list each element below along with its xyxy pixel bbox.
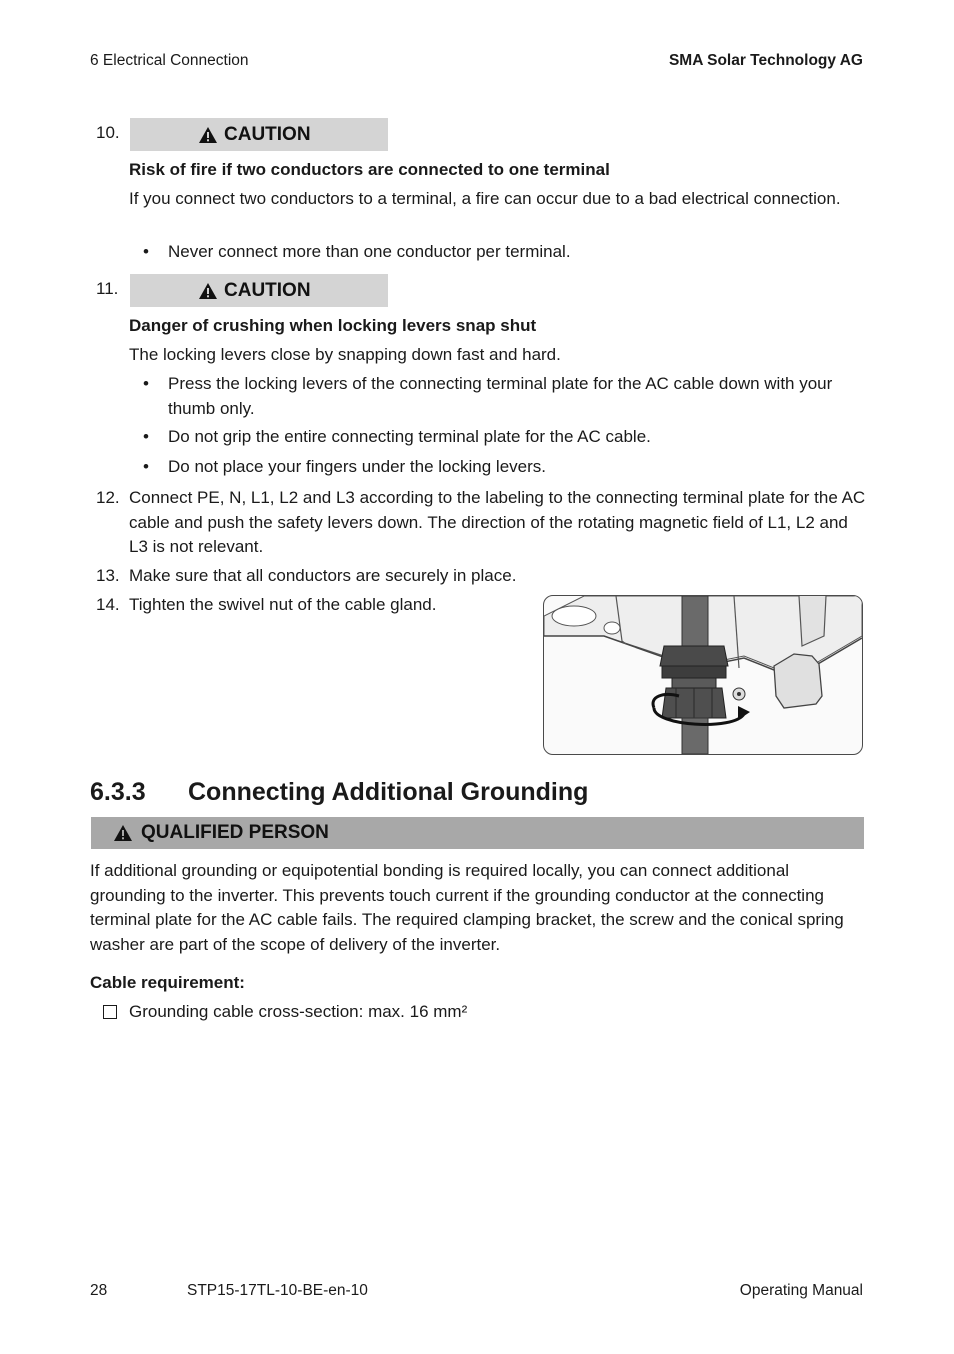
warning-triangle-icon <box>198 126 218 144</box>
caution-text: If you connect two conductors to a terminal, a fire can occur due to a bad electrical connection. <box>129 189 841 208</box>
section-intro: If additional grounding or equipotential bonding is required locally, you can connect additional grounding to the inverter. This prevents touch current if the grounding conductor at the connecting terminal plate for the AC cable fails. The required clamping bracket, the screw and the conical spring washer are part of the scope of delivery of the inverter. <box>90 861 844 954</box>
caution-title: Danger of crushing when locking levers snap shut <box>129 316 537 335</box>
checkbox-icon <box>103 1005 117 1019</box>
section-number: 6.3.3 <box>90 778 146 806</box>
header-chapter: 6 Electrical Connection <box>90 52 249 69</box>
footer-manual: Operating Manual <box>739 1282 863 1299</box>
caution-text: The locking levers close by snapping down fast and hard. <box>129 345 561 364</box>
footer-page-number: 28 <box>90 1282 108 1299</box>
caution-box-10 <box>130 118 388 151</box>
step-13-text: Make sure that all conductors are securely in place. <box>129 566 517 585</box>
caution-label: CAUTION <box>224 279 311 301</box>
footer-doc-id: STP15-17TL-10-BE-en-10 <box>187 1282 368 1299</box>
step-14-text: Tighten the swivel nut of the cable gland. <box>129 595 437 614</box>
step-10-number: 10. <box>96 123 120 142</box>
caution-title: Risk of fire if two conductors are connected to one terminal <box>129 160 610 179</box>
qualified-label: QUALIFIED PERSON <box>141 822 329 843</box>
caution-box-11 <box>130 274 388 307</box>
step-12-text: Connect PE, N, L1, L2 and L3 according to the labeling to the connecting terminal plate for the AC cable and push the safety levers down. The direction of the rotating magnetic field of L1, L2 and L3 is not relevant. <box>129 488 866 556</box>
step-13-number: 13. <box>96 566 120 585</box>
requirement-item: Grounding cable cross-section: max. 16 mm² <box>129 1002 468 1021</box>
step-14-number: 14. <box>96 595 120 614</box>
header-company: SMA Solar Technology AG <box>668 52 863 69</box>
qualified-person-banner <box>91 817 864 849</box>
requirement-heading: Cable requirement: <box>90 973 245 992</box>
section-title-text: Connecting Additional Grounding <box>188 778 589 806</box>
section-title <box>90 778 588 807</box>
caution-label: CAUTION <box>224 123 311 145</box>
warning-triangle-icon <box>113 824 133 842</box>
cable-gland-illustration <box>543 595 863 755</box>
warning-triangle-icon <box>198 282 218 300</box>
step-12-number: 12. <box>96 488 120 507</box>
step-11-number: 11. <box>96 279 119 298</box>
